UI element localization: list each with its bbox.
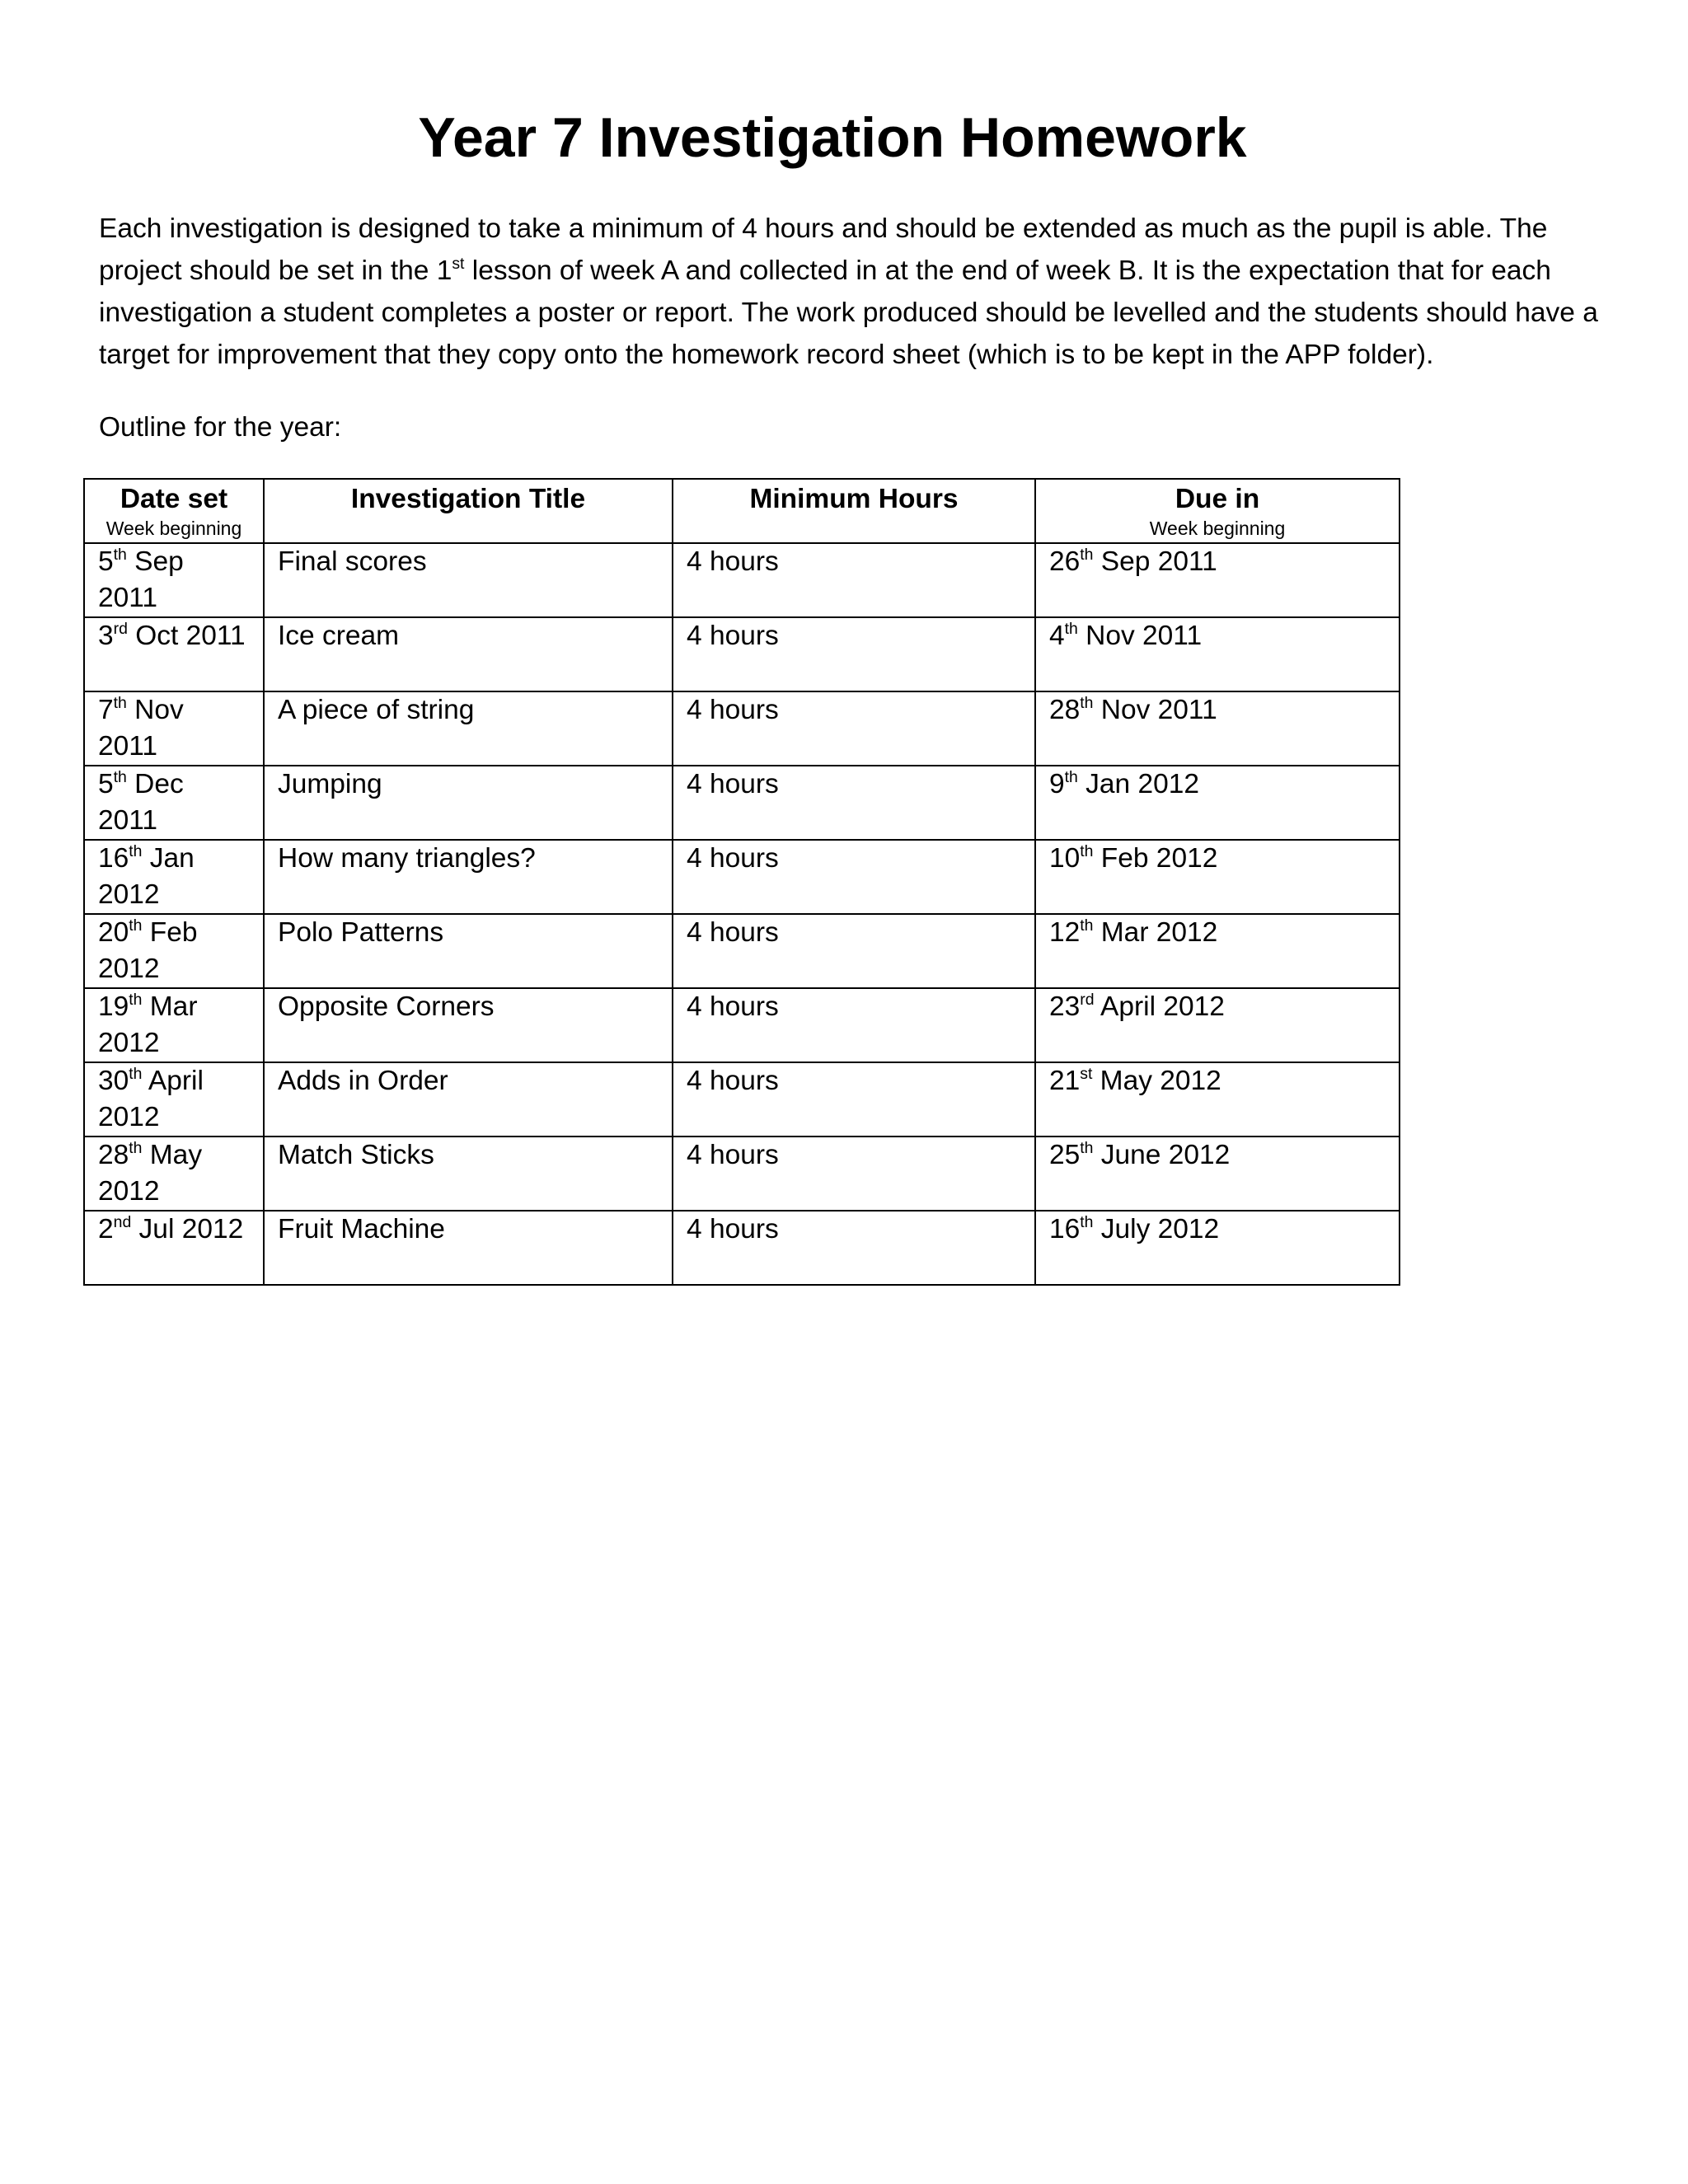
date-set-month-year: Dec 2011 (98, 769, 184, 836)
due-month-year: Mar 2012 (1093, 917, 1218, 948)
minimum-hours-cell: 4 hours (673, 1137, 1035, 1211)
date-set-cell (84, 840, 264, 914)
intro-text-part-2: lesson of week A and collected in at the end of week B. It is the expectation that for each investigation a student completes a poster or report. The work produced should be levelled and the students should have a target for improvement that they copy onto the homework record sheet (which is to be kept in the APP folder). (99, 255, 1598, 370)
due-in-cell (1035, 691, 1400, 766)
due-day: 25 (1049, 1140, 1081, 1170)
due-month-year: July 2012 (1093, 1214, 1220, 1244)
date-set-suffix: th (113, 545, 127, 564)
header-investigation-title-label: Investigation Title (350, 484, 586, 514)
due-in-cell (1035, 543, 1400, 617)
investigation-title-cell: Polo Patterns (264, 914, 673, 988)
minimum-hours-cell: 4 hours (673, 1211, 1035, 1285)
date-set-month-year: Nov 2011 (98, 695, 184, 762)
date-set-cell (84, 1062, 264, 1137)
intro-paragraph (99, 208, 1607, 376)
date-set-suffix: nd (113, 1212, 132, 1231)
due-in-cell (1035, 1137, 1400, 1211)
due-suffix: th (1064, 767, 1078, 786)
due-in-cell (1035, 840, 1400, 914)
minimum-hours-cell: 4 hours (673, 840, 1035, 914)
minimum-hours-cell: 4 hours (673, 691, 1035, 766)
date-set-day: 3 (98, 621, 114, 651)
due-suffix: th (1064, 619, 1078, 638)
date-set-suffix: th (129, 1138, 143, 1157)
investigation-title-cell: Match Sticks (264, 1137, 673, 1211)
header-due-in (1035, 479, 1400, 543)
table-row (84, 691, 1400, 766)
date-set-suffix: th (113, 767, 127, 786)
due-day: 28 (1049, 695, 1081, 725)
minimum-hours-cell: 4 hours (673, 988, 1035, 1062)
table-row (84, 1211, 1400, 1285)
header-date-set-label: Date set (120, 484, 228, 514)
date-set-suffix: th (113, 693, 127, 712)
due-month-year: Sep 2011 (1093, 546, 1217, 577)
date-set-cell (84, 691, 264, 766)
date-set-suffix: th (129, 841, 143, 860)
date-set-month-year: April 2012 (98, 1066, 204, 1132)
investigation-title-cell: A piece of string (264, 691, 673, 766)
header-date-set-sublabel: Week beginning (106, 518, 242, 539)
date-set-day: 20 (98, 917, 129, 948)
investigation-title-cell: Jumping (264, 766, 673, 840)
due-day: 9 (1049, 769, 1065, 799)
date-set-cell (84, 1137, 264, 1211)
due-in-cell (1035, 914, 1400, 988)
investigation-title-cell: Adds in Order (264, 1062, 673, 1137)
date-set-month-year: Jan 2012 (98, 843, 195, 910)
date-set-day: 5 (98, 769, 114, 799)
table-header-row (84, 479, 1400, 543)
due-in-cell (1035, 1211, 1400, 1285)
table-row (84, 617, 1400, 691)
date-set-cell (84, 617, 264, 691)
investigation-title-cell: Ice cream (264, 617, 673, 691)
date-set-month-year: Sep 2011 (98, 546, 184, 613)
due-day: 26 (1049, 546, 1081, 577)
date-set-suffix: th (129, 916, 143, 935)
investigation-schedule-table (83, 478, 1400, 1286)
minimum-hours-cell: 4 hours (673, 1062, 1035, 1137)
due-month-year: April 2012 (1094, 991, 1225, 1022)
table-row (84, 1062, 1400, 1137)
date-set-cell (84, 766, 264, 840)
header-minimum-hours (673, 479, 1035, 543)
date-set-suffix: th (129, 1064, 143, 1083)
due-in-cell (1035, 988, 1400, 1062)
investigation-title-cell: Final scores (264, 543, 673, 617)
date-set-cell (84, 914, 264, 988)
page-title: Year 7 Investigation Homework (418, 106, 1247, 169)
due-suffix: th (1080, 1212, 1094, 1231)
date-set-month-year: Oct 2011 (127, 621, 246, 651)
table-row (84, 1137, 1400, 1211)
minimum-hours-cell: 4 hours (673, 766, 1035, 840)
header-due-in-label: Due in (1175, 484, 1260, 514)
due-in-cell (1035, 617, 1400, 691)
investigation-title-cell: Fruit Machine (264, 1211, 673, 1285)
due-day: 4 (1049, 621, 1065, 651)
due-day: 21 (1049, 1066, 1081, 1096)
minimum-hours-cell: 4 hours (673, 617, 1035, 691)
intro-text-part-1: Each investigation is designed to take a minimum of 4 hours and should be extended as much as the pupil is able. The project should be set in the 1 (99, 213, 1548, 286)
date-set-month-year: May 2012 (98, 1140, 203, 1207)
header-due-in-sublabel: Week beginning (1149, 518, 1286, 539)
table-row (84, 840, 1400, 914)
date-set-day: 16 (98, 843, 129, 874)
intro-superscript: st (452, 254, 465, 273)
due-in-cell (1035, 1062, 1400, 1137)
investigation-title-cell: How many triangles? (264, 840, 673, 914)
date-set-day: 5 (98, 546, 114, 577)
investigation-title-cell: Opposite Corners (264, 988, 673, 1062)
date-set-day: 30 (98, 1066, 129, 1096)
header-date-set (84, 479, 264, 543)
due-month-year: June 2012 (1093, 1140, 1231, 1170)
due-month-year: Nov 2011 (1093, 695, 1217, 725)
date-set-day: 19 (98, 991, 129, 1022)
due-suffix: th (1080, 693, 1094, 712)
date-set-cell (84, 1211, 264, 1285)
due-suffix: th (1080, 1138, 1094, 1157)
table-row (84, 988, 1400, 1062)
header-minimum-hours-label: Minimum Hours (749, 484, 959, 514)
due-month-year: Nov 2011 (1077, 621, 1203, 651)
date-set-day: 2 (98, 1214, 114, 1244)
minimum-hours-cell: 4 hours (673, 914, 1035, 988)
due-month-year: Feb 2012 (1093, 843, 1218, 874)
due-day: 16 (1049, 1214, 1081, 1244)
due-day: 10 (1049, 843, 1081, 874)
due-suffix: th (1080, 545, 1094, 564)
outline-label: Outline for the year: (99, 412, 342, 443)
date-set-cell (84, 543, 264, 617)
due-suffix: th (1080, 916, 1094, 935)
date-set-day: 28 (98, 1140, 129, 1170)
date-set-month-year: Mar 2012 (98, 991, 198, 1058)
date-set-month-year: Feb 2012 (98, 917, 198, 984)
date-set-month-year: Jul 2012 (131, 1214, 244, 1244)
date-set-suffix: th (129, 990, 143, 1009)
date-set-suffix: rd (113, 619, 128, 638)
date-set-day: 7 (98, 695, 114, 725)
due-suffix: st (1080, 1064, 1093, 1083)
due-day: 12 (1049, 917, 1081, 948)
minimum-hours-cell: 4 hours (673, 543, 1035, 617)
table-row (84, 766, 1400, 840)
due-month-year: Jan 2012 (1077, 769, 1199, 799)
due-in-cell (1035, 766, 1400, 840)
due-month-year: May 2012 (1092, 1066, 1221, 1096)
due-suffix: rd (1080, 990, 1095, 1009)
table-row (84, 543, 1400, 617)
table-row (84, 914, 1400, 988)
due-suffix: th (1080, 841, 1094, 860)
header-investigation-title (264, 479, 673, 543)
date-set-cell (84, 988, 264, 1062)
due-day: 23 (1049, 991, 1081, 1022)
